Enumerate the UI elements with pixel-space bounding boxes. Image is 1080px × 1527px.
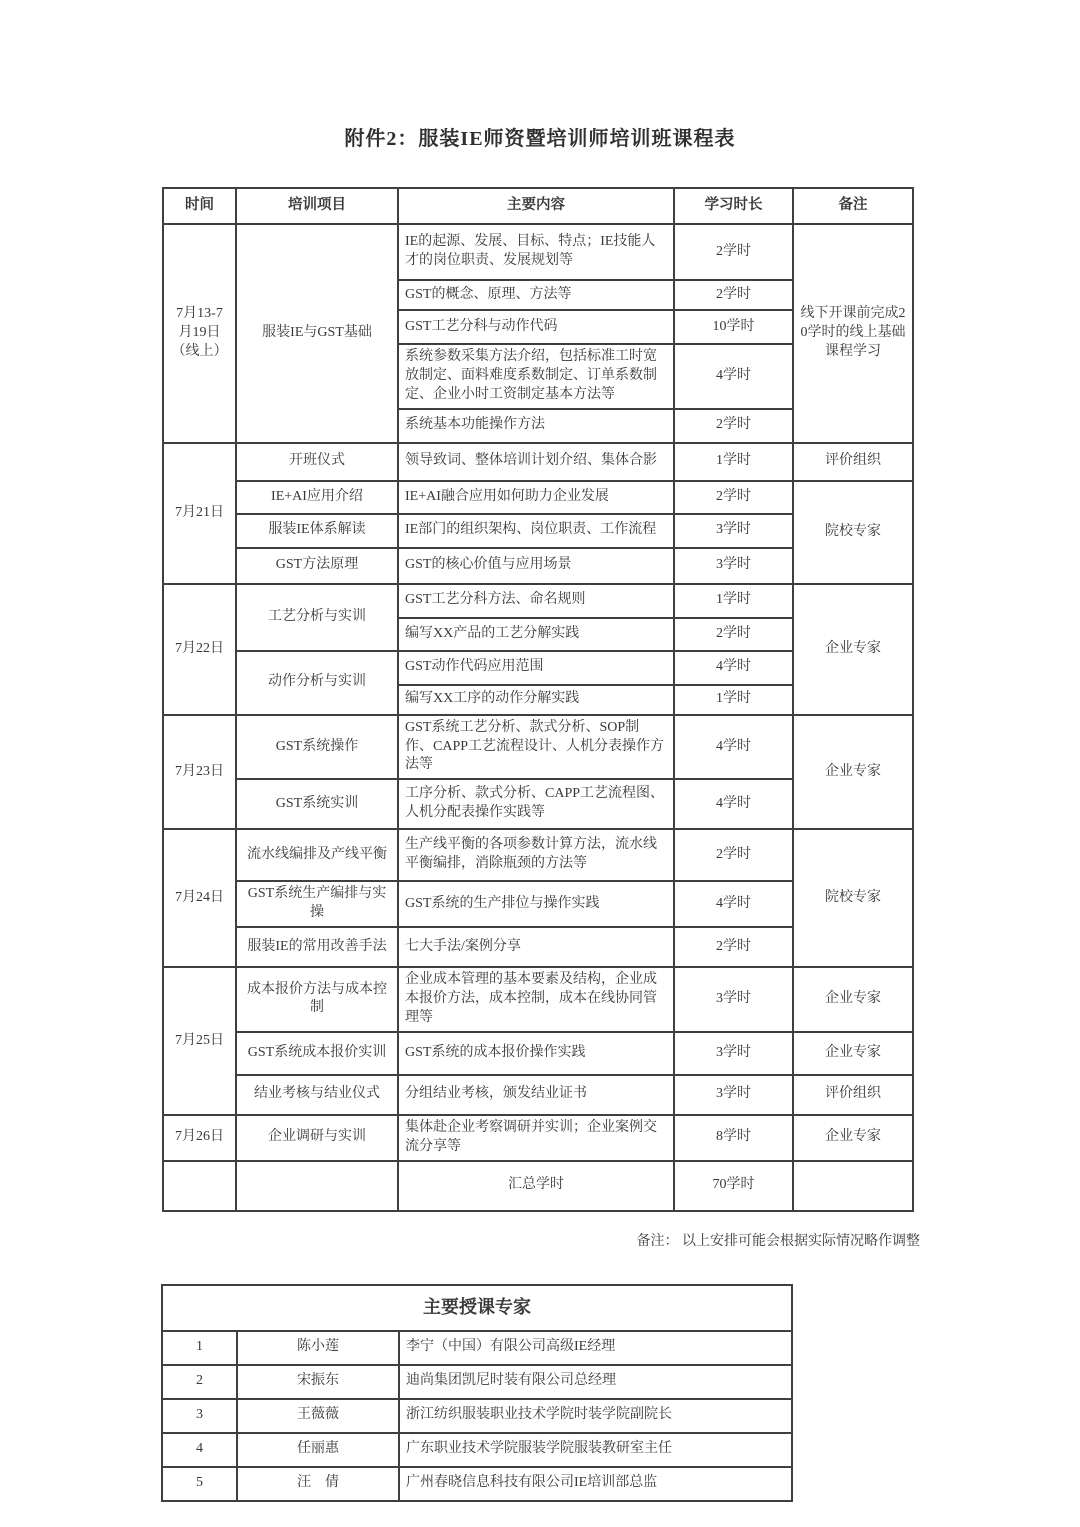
col-header-project: 培训项目	[236, 188, 398, 224]
duration-cell: 2学时	[674, 829, 793, 881]
project-cell: 开班仪式	[236, 443, 398, 481]
expert-no-cell: 2	[162, 1365, 237, 1399]
duration-cell: 1学时	[674, 443, 793, 481]
col-header-duration: 学习时长	[674, 188, 793, 224]
schedule-table-wrap	[162, 187, 912, 1212]
note-cell: 企业专家	[793, 1115, 913, 1161]
duration-cell: 4学时	[674, 715, 793, 780]
note-cell: 评价组织	[793, 1075, 913, 1115]
duration-cell: 4学时	[674, 881, 793, 927]
experts-table	[161, 1284, 793, 1502]
duration-cell: 4学时	[674, 651, 793, 685]
total-label-cell: 汇总学时	[398, 1161, 674, 1211]
duration-cell: 3学时	[674, 548, 793, 584]
duration-cell: 4学时	[674, 779, 793, 829]
expert-no-cell: 5	[162, 1467, 237, 1501]
expert-name-cell: 汪 倩	[237, 1467, 399, 1501]
expert-no-cell: 1	[162, 1331, 237, 1365]
expert-row	[162, 1365, 792, 1399]
page-title: 附件2：服装IE师资暨培训师培训班课程表	[344, 128, 736, 150]
date-cell: 7月24日	[163, 829, 236, 967]
date-cell: 7月25日	[163, 967, 236, 1115]
duration-cell: 2学时	[674, 280, 793, 310]
note-cell: 企业专家	[793, 584, 913, 715]
table-row	[163, 224, 913, 280]
content-cell: GST系统工艺分析、款式分析、SOP制作、CAPP工艺流程设计、人机分表操作方法等	[398, 715, 674, 780]
project-cell: GST系统操作	[236, 715, 398, 780]
content-cell: 集体赴企业考察调研并实训；企业案例交流分享等	[398, 1115, 674, 1161]
table-row	[163, 1032, 913, 1075]
total-value-cell: 70学时	[674, 1161, 793, 1211]
project-cell: 动作分析与实训	[236, 651, 398, 715]
content-cell: 编写XX工序的动作分解实践	[398, 685, 674, 715]
note-cell: 线下开课前完成20学时的线上基础课程学习	[793, 224, 913, 443]
empty-cell	[793, 1161, 913, 1211]
project-cell: 成本报价方法与成本控制	[236, 967, 398, 1032]
date-cell: 7月13-7月19日（线上）	[163, 224, 236, 443]
date-cell: 7月21日	[163, 443, 236, 584]
duration-cell: 2学时	[674, 224, 793, 280]
table-row	[163, 443, 913, 481]
project-cell: GST方法原理	[236, 548, 398, 584]
content-cell: IE部门的组织架构、岗位职责、工作流程	[398, 514, 674, 548]
project-cell: 流水线编排及产线平衡	[236, 829, 398, 881]
content-cell: 生产线平衡的各项参数计算方法，流水线平衡编排，消除瓶颈的方法等	[398, 829, 674, 881]
duration-cell: 3学时	[674, 1032, 793, 1075]
table-row	[163, 715, 913, 780]
expert-name-cell: 宋振东	[237, 1365, 399, 1399]
content-cell: GST的概念、原理、方法等	[398, 280, 674, 310]
content-cell: IE+AI融合应用如何助力企业发展	[398, 481, 674, 514]
duration-cell: 2学时	[674, 409, 793, 443]
project-cell: 结业考核与结业仪式	[236, 1075, 398, 1115]
duration-cell: 1学时	[674, 584, 793, 618]
empty-cell	[236, 1161, 398, 1211]
content-cell: 工序分析、款式分析、CAPP工艺流程图、人机分配表操作实践等	[398, 779, 674, 829]
duration-cell: 3学时	[674, 967, 793, 1032]
duration-cell: 3学时	[674, 1075, 793, 1115]
duration-cell: 1学时	[674, 685, 793, 715]
content-cell: 企业成本管理的基本要素及结构，企业成本报价方法，成本控制，成本在线协同管理等	[398, 967, 674, 1032]
expert-row	[162, 1467, 792, 1501]
expert-row	[162, 1433, 792, 1467]
experts-title: 主要授课专家	[162, 1285, 792, 1331]
expert-name-cell: 陈小莲	[237, 1331, 399, 1365]
table-row	[163, 1075, 913, 1115]
col-header-content: 主要内容	[398, 188, 674, 224]
table-row	[163, 584, 913, 618]
date-cell: 7月26日	[163, 1115, 236, 1161]
duration-cell: 3学时	[674, 514, 793, 548]
note-cell: 评价组织	[793, 443, 913, 481]
total-row	[163, 1161, 913, 1211]
schedule-table	[162, 187, 914, 1212]
note-cell: 院校专家	[793, 829, 913, 967]
project-cell: 服装IE的常用改善手法	[236, 927, 398, 967]
content-cell: 七大手法/案例分享	[398, 927, 674, 967]
project-cell: GST系统实训	[236, 779, 398, 829]
expert-title-cell: 李宁（中国）有限公司高级IE经理	[399, 1331, 792, 1365]
date-cell: 7月22日	[163, 584, 236, 715]
content-cell: GST工艺分科方法、命名规则	[398, 584, 674, 618]
expert-title-cell: 广州春晓信息科技有限公司IE培训部总监	[399, 1467, 792, 1501]
schedule-footnote: 备注： 以上安排可能会根据实际情况略作调整	[636, 1233, 920, 1249]
content-cell: 系统参数采集方法介绍，包括标准工时宽放制定、面料难度系数制定、订单系数制定、企业小时工资制定基本方法等	[398, 344, 674, 409]
content-cell: GST的核心价值与应用场景	[398, 548, 674, 584]
project-cell: 服装IE体系解读	[236, 514, 398, 548]
content-cell: IE的起源、发展、目标、特点；IE技能人才的岗位职责、发展规划等	[398, 224, 674, 280]
expert-title-cell: 迪尚集团凯尼时装有限公司总经理	[399, 1365, 792, 1399]
project-cell: GST系统生产编排与实操	[236, 881, 398, 927]
expert-no-cell: 4	[162, 1433, 237, 1467]
content-cell: 系统基本功能操作方法	[398, 409, 674, 443]
project-cell: GST系统成本报价实训	[236, 1032, 398, 1075]
project-cell: 企业调研与实训	[236, 1115, 398, 1161]
expert-title-cell: 浙江纺织服装职业技术学院时装学院副院长	[399, 1399, 792, 1433]
note-cell: 企业专家	[793, 967, 913, 1032]
table-row	[163, 967, 913, 1032]
duration-cell: 10学时	[674, 310, 793, 344]
empty-cell	[163, 1161, 236, 1211]
project-cell: IE+AI应用介绍	[236, 481, 398, 514]
note-cell: 企业专家	[793, 715, 913, 830]
duration-cell: 4学时	[674, 344, 793, 409]
expert-no-cell: 3	[162, 1399, 237, 1433]
content-cell: 编写XX产品的工艺分解实践	[398, 618, 674, 651]
table-row	[163, 1115, 913, 1161]
note-cell: 院校专家	[793, 481, 913, 584]
table-row	[163, 829, 913, 881]
content-cell: 分组结业考核，颁发结业证书	[398, 1075, 674, 1115]
project-cell: 服装IE与GST基础	[236, 224, 398, 443]
project-cell: 工艺分析与实训	[236, 584, 398, 651]
content-cell: GST动作代码应用范围	[398, 651, 674, 685]
expert-name-cell: 王薇薇	[237, 1399, 399, 1433]
content-cell: GST工艺分科与动作代码	[398, 310, 674, 344]
content-cell: GST系统的成本报价操作实践	[398, 1032, 674, 1075]
expert-title-cell: 广东职业技术学院服装学院服装教研室主任	[399, 1433, 792, 1467]
header-row	[163, 188, 913, 224]
duration-cell: 2学时	[674, 481, 793, 514]
date-cell: 7月23日	[163, 715, 236, 830]
expert-row	[162, 1399, 792, 1433]
duration-cell: 2学时	[674, 927, 793, 967]
duration-cell: 2学时	[674, 618, 793, 651]
table-row	[163, 481, 913, 514]
expert-row	[162, 1331, 792, 1365]
content-cell: 领导致词、整体培训计划介绍、集体合影	[398, 443, 674, 481]
content-cell: GST系统的生产排位与操作实践	[398, 881, 674, 927]
note-cell: 企业专家	[793, 1032, 913, 1075]
expert-name-cell: 任丽惠	[237, 1433, 399, 1467]
col-header-note: 备注	[793, 188, 913, 224]
experts-header-row	[162, 1285, 792, 1331]
col-header-time: 时间	[163, 188, 236, 224]
duration-cell: 8学时	[674, 1115, 793, 1161]
